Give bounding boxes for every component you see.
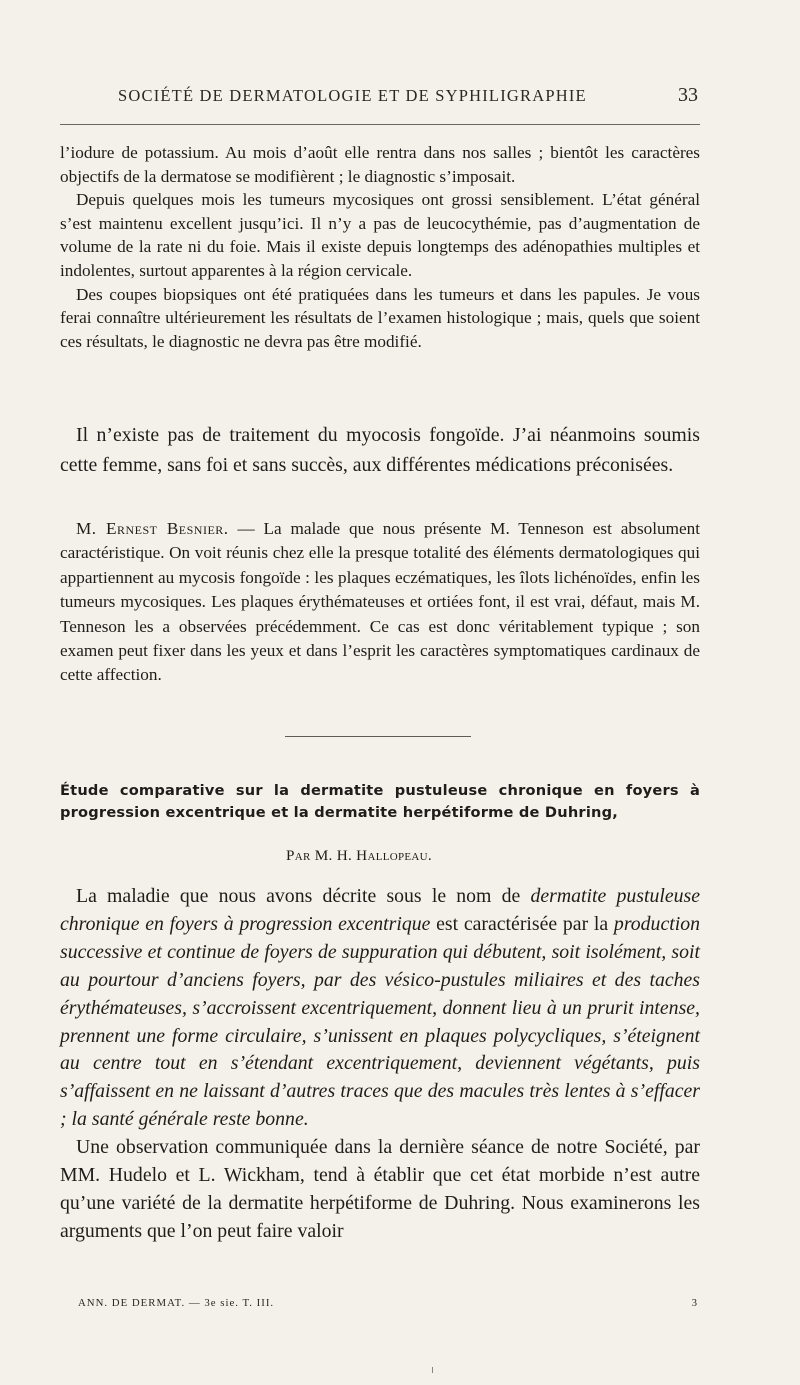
footer-sheet-number: 3 (691, 1297, 698, 1309)
article-paragraph-observation: Une observation communiquée dans la dernière séance de notre Société, par MM. Hudelo et L. Wickham, tend à établir que cet état morbide n’est autre qu’une variété de la dermatite herpétiforme de Duhring. Nous examinerons les arguments que l’on peut faire valoir (60, 1136, 700, 1242)
definition-term: dermatite pustuleuse chronique en foyers à progression excentrique (60, 885, 700, 935)
speaker-name: M. Ernest Besnier. (76, 519, 229, 538)
article-byline: Par M. H. Hallopeau. (286, 847, 432, 864)
page-footer (60, 1297, 700, 1317)
paragraph-coupes-biopsiques: Des coupes biopsiques ont été pratiquées dans les tumeurs et dans les papules. Je vous ferai connaître ultérieurement les résultats de l’examen histologique ; mais, quels que soient ces résultats, le diagnostic ne devra pas être modifié. (60, 284, 700, 351)
article-title-text: Étude comparative sur la dermatite pustuleuse chronique en foyers à progression excentrique et la dermatite herpétiforme de Duhring, (60, 782, 700, 822)
definition-mid: est caractérisée par la (430, 912, 614, 935)
running-header (60, 86, 700, 112)
paragraph-traitement: Il n’existe pas de traitement du myocosis fongoïde. J’ai néanmoins soumis cette femme, sans foi et sans succès, aux différentes médications préconisées. (60, 424, 700, 476)
definition-intro: La maladie que nous avons décrite sous le nom de (76, 885, 531, 907)
body-paragraphs-section-1 (60, 141, 700, 353)
page-number: 33 (678, 84, 698, 106)
paragraph-iodure: l’iodure de potassium. Au mois d’août elle rentra dans nos salles ; bientôt les caractères objectifs de la dermatose se modifièrent ; le diagnostic s’imposait. (60, 143, 700, 186)
document-page (60, 0, 700, 1385)
section-divider (285, 736, 471, 737)
definition-description: production successive et continue de foyers de suppuration qui débutent, soit isolément, soit au pourtour d’anciens foyers, par des vésico-pustules miliaires et des taches érythémateuses, s’accroissent excentriquement, donnent lieu à un prurit intense, prennent une forme circulaire, s’unissent en plaques polycycliques, s’éteignent au centre tout en s’étendant excentriquement, deviennent végétants, puis s’affaissent en ne laissant d’autres traces que des macules très lentes à s’effacer ; la santé générale reste bonne. (60, 912, 701, 1131)
body-paragraph-besnier (60, 517, 700, 688)
bottom-tick-mark (432, 1367, 433, 1373)
running-header-title: SOCIÉTÉ DE DERMATOLOGIE ET DE SYPHILIGRAPHIE (118, 86, 587, 105)
paragraph-tumeurs: Depuis quelques mois les tumeurs mycosiques ont grossi sensiblement. L’état général s’est maintenu excellent jusqu’ici. Il n’y a pas de leucocythémie, pas d’augmentation de volume de la rate ni du foie. Mais il existe depuis longtemps des adénopathies multiples et indolentes, surtout apparentes à la région cervicale. (60, 190, 700, 280)
article-paragraph-definition (60, 883, 700, 1134)
article-title (60, 780, 700, 824)
footer-signature: ANN. DE DERMAT. — 3e sie. T. III. (78, 1297, 275, 1309)
header-rule (60, 124, 700, 125)
body-paragraph-traitement (60, 421, 700, 480)
article-body (60, 883, 700, 1246)
paragraph-besnier (60, 517, 700, 688)
speaker-text: — La malade que nous présente M. Tenneson est absolument caractéristique. On voit réunis chez elle la presque totalité des éléments dermatologiques qui appartiennent au mycosis fongoïde : les plaques eczématiques, les îlots lichénoïdes, enfin les tumeurs mycosiques. Les plaques érythémateuses et ortiées font, il est vrai, défaut, mais M. Tenneson les a observées précédemment. Ce cas est donc véritablement typique ; son examen peut fixer dans les yeux et dans l’esprit les caractères symptomatiques cardinaux de cette affection. (60, 519, 700, 685)
